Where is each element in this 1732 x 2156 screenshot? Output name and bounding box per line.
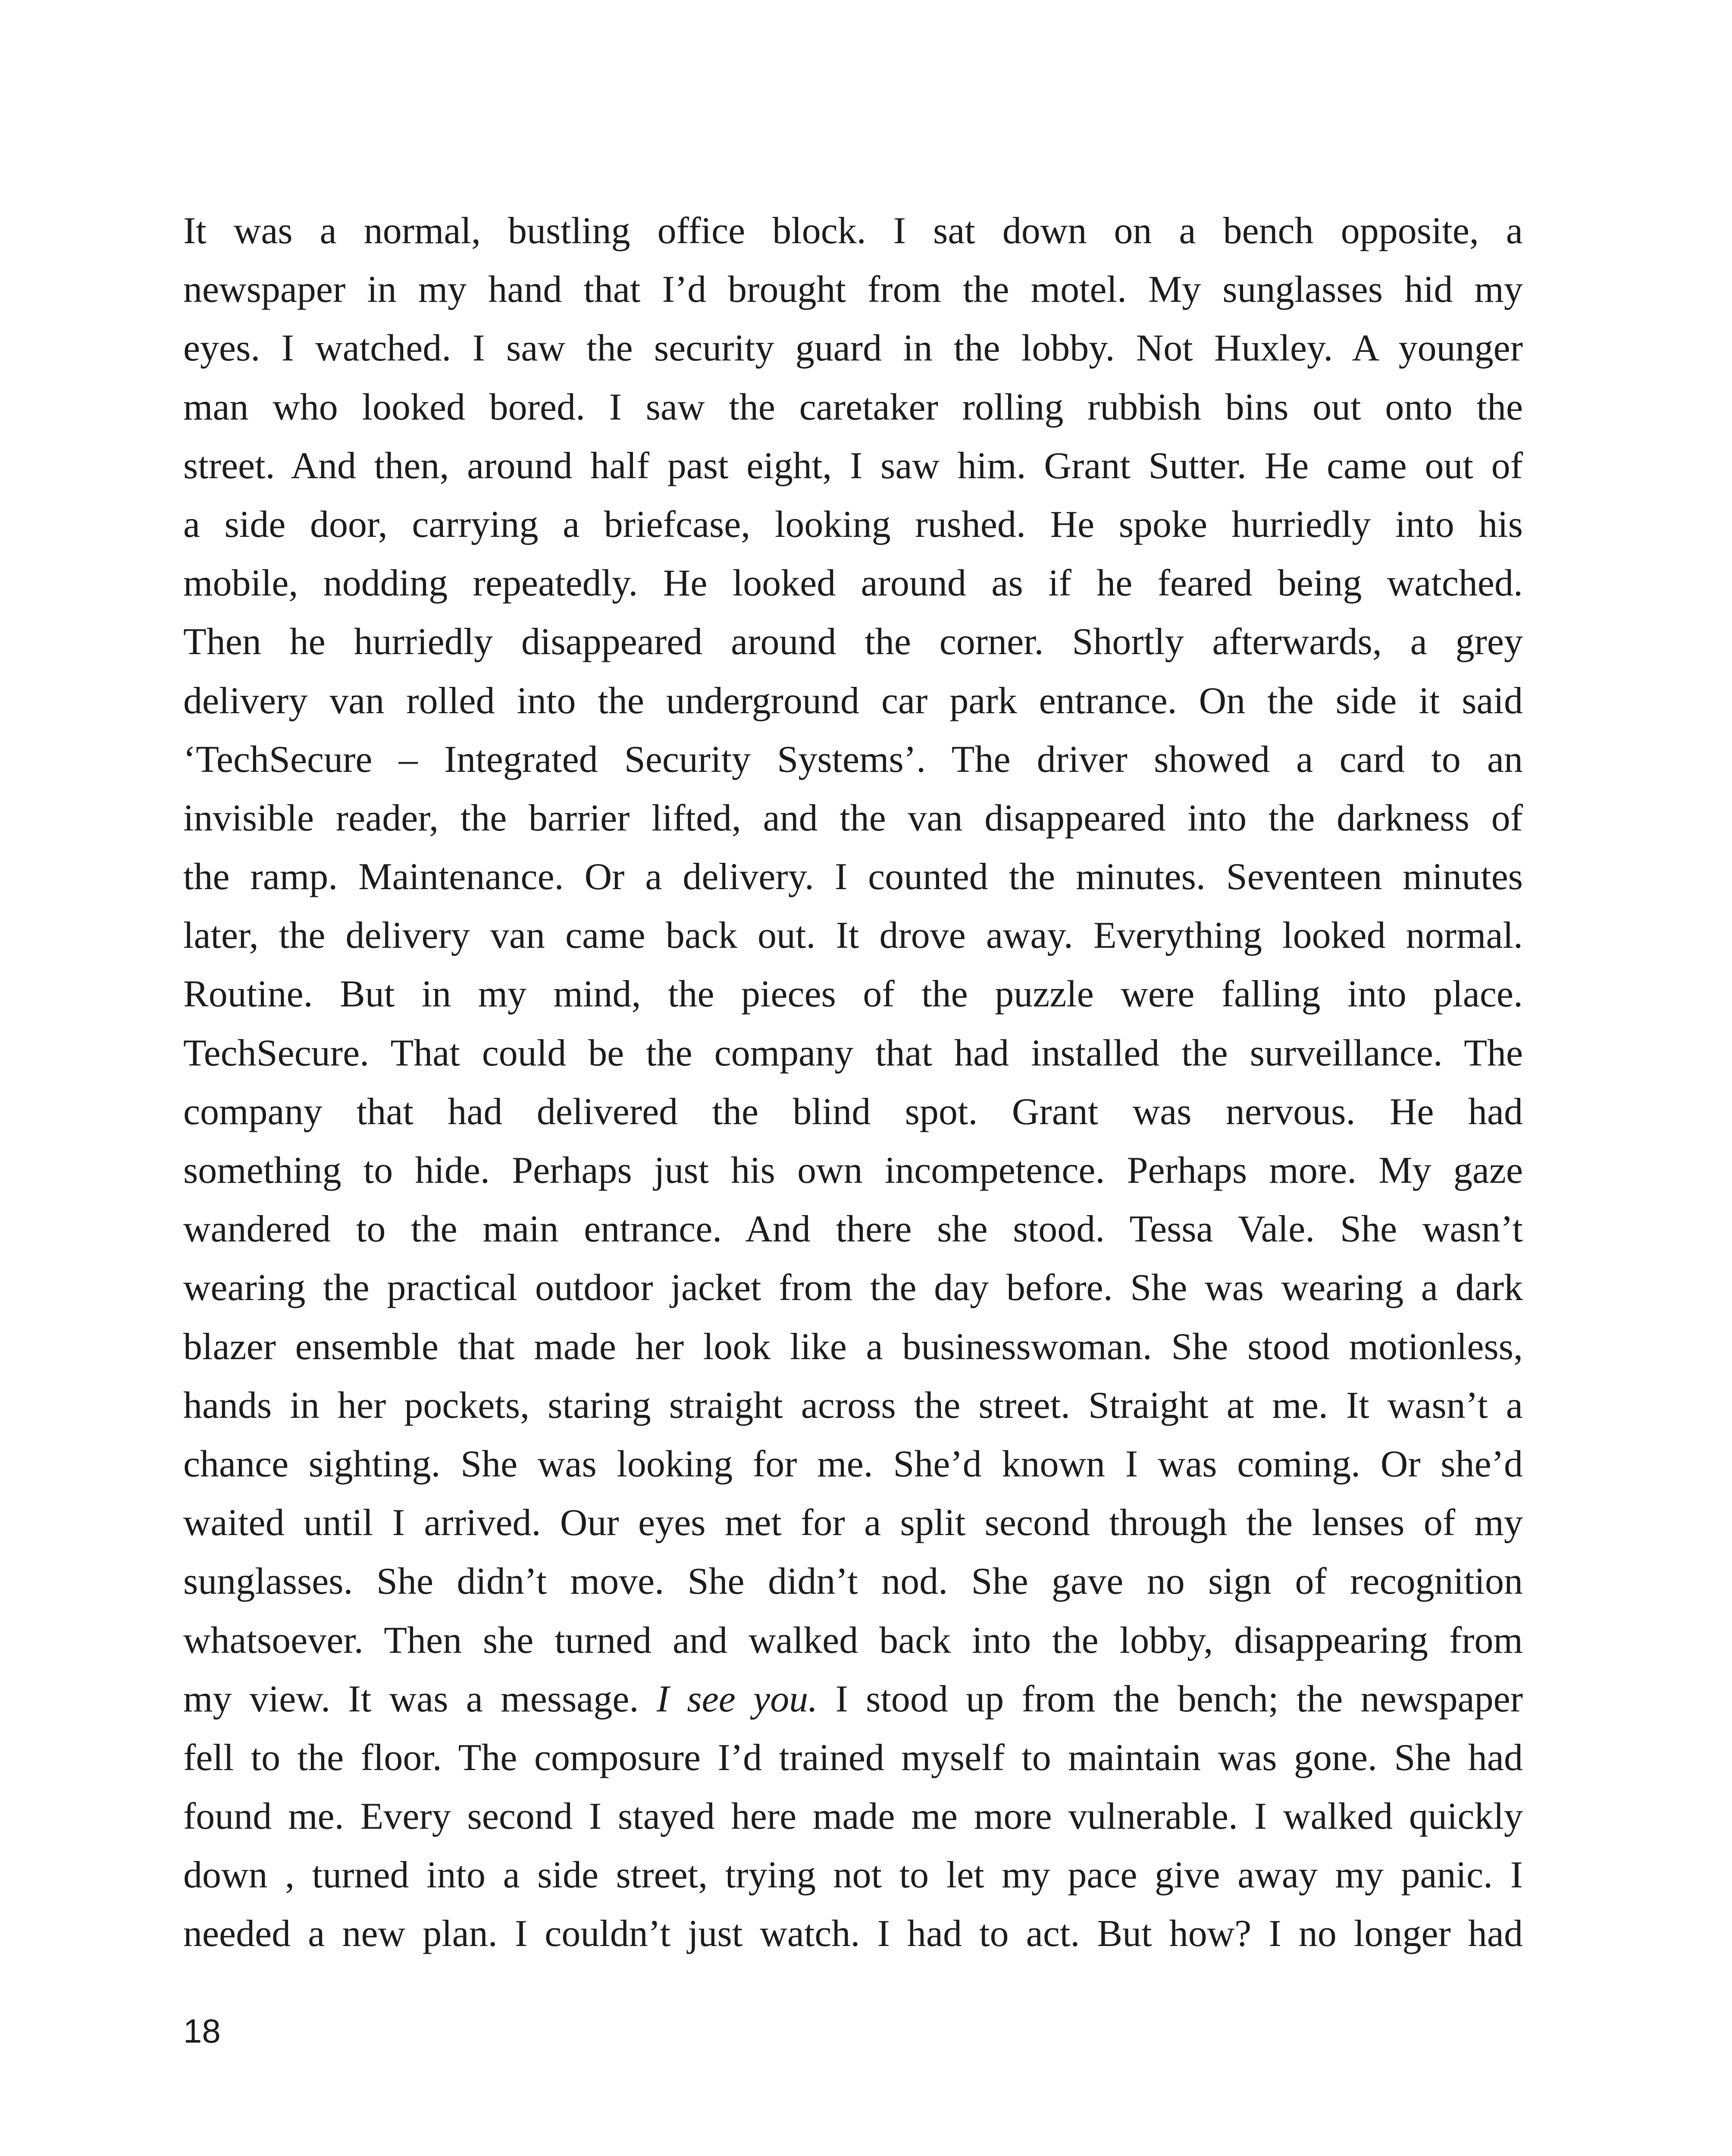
body-paragraph: [183, 202, 1523, 1964]
text-segment: my view. It was a message.: [183, 1678, 657, 1720]
text-line: invisible reader, the barrier lifted, and the van disappeared into the darkness of: [183, 797, 1523, 839]
text-line: eyes. I watched. I saw the security guard in the lobby. Not Huxley. A younger: [183, 327, 1523, 370]
page-number: 18: [183, 2012, 221, 2050]
text-line: later, the delivery van came back out. It drove away. Everything looked normal.: [183, 915, 1523, 957]
text-line: down , turned into a side street, trying not to let my pace give away my panic. I: [183, 1854, 1523, 1896]
text-line: It was a normal, bustling office block. I sat down on a bench opposite, a: [183, 210, 1523, 252]
text-line: chance sighting. She was looking for me. She’d known I was coming. Or she’d: [183, 1443, 1523, 1485]
text-line: a side door, carrying a briefcase, looking rushed. He spoke hurriedly into his: [183, 503, 1523, 545]
text-line: wearing the practical outdoor jacket from the day before. She was wearing a dark: [183, 1267, 1523, 1309]
text-line: street. And then, around half past eight, I saw him. Grant Sutter. He came out of: [183, 445, 1523, 487]
text-line: wandered to the main entrance. And there she stood. Tessa Vale. She wasn’t: [183, 1208, 1523, 1250]
text-line: company that had delivered the blind spot. Grant was nervous. He had: [183, 1091, 1523, 1133]
text-line: the ramp. Maintenance. Or a delivery. I counted the minutes. Seventeen minutes: [183, 856, 1523, 898]
text-line: TechSecure. That could be the company that had installed the surveillance. The: [183, 1032, 1523, 1074]
text-line: blazer ensemble that made her look like a businesswoman. She stood motionless,: [183, 1326, 1523, 1368]
text-line: Then he hurriedly disappeared around the corner. Shortly afterwards, a grey: [183, 621, 1523, 663]
text-line: Routine. But in my mind, the pieces of the puzzle were falling into place.: [183, 973, 1523, 1015]
text-line: mobile, nodding repeatedly. He looked around as if he feared being watched.: [183, 562, 1523, 605]
text-line: delivery van rolled into the underground car park entrance. On the side it said: [183, 680, 1523, 722]
text-line: needed a new plan. I couldn’t just watch. I had to act. But how? I no longer had: [183, 1913, 1523, 1955]
text-line: found me. Every second I stayed here made me more vulnerable. I walked quickly: [183, 1796, 1523, 1838]
text-line-with-italic: [183, 1670, 1523, 1729]
text-line: newspaper in my hand that I’d brought from the motel. My sunglasses hid my: [183, 269, 1523, 311]
text-line: waited until I arrived. Our eyes met for a split second through the lenses of my: [183, 1502, 1523, 1544]
text-line: something to hide. Perhaps just his own incompetence. Perhaps more. My gaze: [183, 1150, 1523, 1191]
italic-phrase: I see you.: [656, 1678, 818, 1720]
text-line: ‘TechSecure – Integrated Security Systems’. The driver showed a card to an: [183, 738, 1523, 780]
text-line: man who looked bored. I saw the caretaker rolling rubbish bins out onto the: [183, 386, 1523, 428]
text-line: fell to the floor. The composure I’d trained myself to maintain was gone. She had: [183, 1736, 1523, 1779]
text-line: whatsoever. Then she turned and walked back into the lobby, disappearing from: [183, 1619, 1523, 1661]
text-line: hands in her pockets, staring straight across the street. Straight at me. It wasn’t a: [183, 1384, 1523, 1426]
text-line: sunglasses. She didn’t move. She didn’t nod. She gave no sign of recognition: [183, 1561, 1523, 1603]
text-segment: I stood up from the bench; the newspaper: [817, 1678, 1523, 1720]
